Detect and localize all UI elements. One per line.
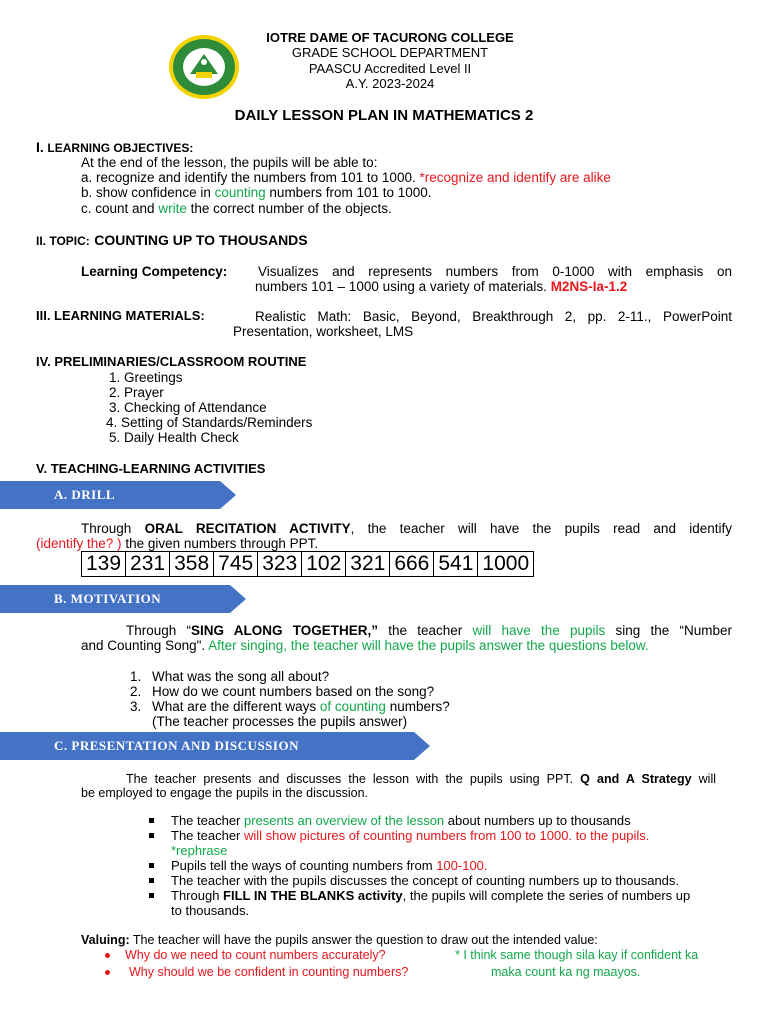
presentation-bullet-list: [147, 813, 737, 918]
drill-number-table: [81, 551, 534, 577]
list-item: Pupils tell the ways of counting numbers from 100-100.: [147, 858, 737, 873]
presentation-paragraph-line1: The teacher presents and discusses the lesson with the pupils using PPT. Q and A Strategy will: [126, 772, 717, 786]
objectives-heading: I. LEARNING OBJECTIVES:: [36, 139, 194, 155]
routine-item: 5. Daily Health Check: [109, 430, 239, 445]
routine-item: 3. Checking of Attendance: [109, 400, 267, 415]
materials-heading: III. LEARNING MATERIALS:: [36, 308, 205, 323]
valuing-question: Why should we be confident in counting numbers?: [129, 965, 409, 979]
presentation-banner: C. PRESENTATION AND DISCUSSION: [0, 732, 434, 760]
bullet-dot: [105, 953, 110, 958]
academic-year: A.Y. 2023-2024: [345, 76, 435, 91]
list-item: The teacher with the pupils discusses the concept of counting numbers up to thousands.: [147, 873, 737, 888]
motivation-banner: B. MOTIVATION: [0, 585, 250, 613]
drill-paragraph-line1: Through ORAL RECITATION ACTIVITY, the teacher will have the pupils read and identify: [81, 521, 732, 536]
motivation-paragraph-line2: and Counting Song". After singing, the teacher will have the pupils answer the questions below.: [81, 638, 649, 653]
number-cell: 139: [82, 552, 126, 577]
activities-heading: V. TEACHING-LEARNING ACTIVITIES: [36, 461, 266, 476]
number-cell: 321: [346, 552, 390, 577]
page-title: DAILY LESSON PLAN IN MATHEMATICS 2: [234, 107, 534, 124]
list-item: Through FILL IN THE BLANKS activity, the pupils will complete the series of numbers up to thousands.: [147, 888, 737, 918]
number-cell: 541: [434, 552, 478, 577]
motivation-paragraph-line1: Through “SING ALONG TOGETHER,” the teacher will have the pupils sing the “Number: [126, 623, 732, 638]
motivation-question: 1. What was the song all about?: [130, 669, 330, 684]
number-cell: 666: [390, 552, 434, 577]
number-cell: 1000: [478, 552, 534, 577]
valuing-intro: Valuing: The teacher will have the pupils answer the question to draw out the intended value:: [81, 933, 598, 947]
motivation-question: 3. What are the different ways of counting numbers?: [130, 699, 450, 714]
materials-line2: Presentation, worksheet, LMS: [233, 324, 414, 339]
learning-competency: Learning Competency: Visualizes and represents numbers from 0-1000 with emphasis on numbers 101 – 1000 using a variety of materials. M2NS-Ia-1.2: [81, 264, 732, 294]
routine-item: 4. Setting of Standards/Reminders: [106, 415, 313, 430]
objectives-intro: At the end of the lesson, the pupils will be able to:: [81, 155, 378, 170]
school-logo: [168, 34, 240, 100]
accreditation: PAASCU Accredited Level II: [308, 61, 472, 76]
valuing-note: * I think same though sila kay if confident ka: [455, 948, 699, 962]
motivation-question: 2. How do we count numbers based on the song?: [130, 684, 435, 699]
objective-a: a. recognize and identify the numbers from 101 to 1000. *recognize and identify are alike: [81, 170, 611, 185]
number-cell: 745: [214, 552, 258, 577]
routine-item: 1. Greetings: [109, 370, 183, 385]
school-name: IOTRE DAME OF TACURONG COLLEGE: [266, 30, 514, 45]
objective-b: b. show confidence in counting numbers from 101 to 1000.: [81, 185, 432, 200]
number-cell: 358: [170, 552, 214, 577]
objective-c: c. count and write the correct number of the objects.: [81, 201, 392, 216]
preliminaries-heading: IV. PRELIMINARIES/CLASSROOM ROUTINE: [36, 354, 307, 369]
motivation-note: (The teacher processes the pupils answer): [152, 714, 408, 729]
list-item: The teacher presents an overview of the lesson about numbers up to thousands: [147, 813, 737, 828]
routine-item: 2. Prayer: [109, 385, 164, 400]
valuing-note: maka count ka ng maayos.: [491, 965, 641, 979]
drill-paragraph-line2: (identify the? ) the given numbers through PPT.: [36, 536, 319, 551]
number-cell: 231: [126, 552, 170, 577]
valuing-question: Why do we need to count numbers accurately?: [125, 948, 386, 962]
bullet-dot: [105, 970, 110, 975]
list-item: The teacher will show pictures of counting numbers from 100 to 1000. to the pupils. *rephrase: [147, 828, 737, 858]
number-cell: 323: [258, 552, 302, 577]
number-cell: 102: [302, 552, 346, 577]
department-name: GRADE SCHOOL DEPARTMENT: [291, 45, 489, 60]
materials-line1: Realistic Math: Basic, Beyond, Breakthrough 2, pp. 2-11., PowerPoint: [255, 309, 732, 324]
topic-heading: II. TOPIC: COUNTING UP TO THOUSANDS: [36, 232, 308, 248]
drill-banner: A. DRILL: [0, 481, 240, 509]
presentation-paragraph-line2: be employed to engage the pupils in the discussion.: [81, 786, 368, 800]
